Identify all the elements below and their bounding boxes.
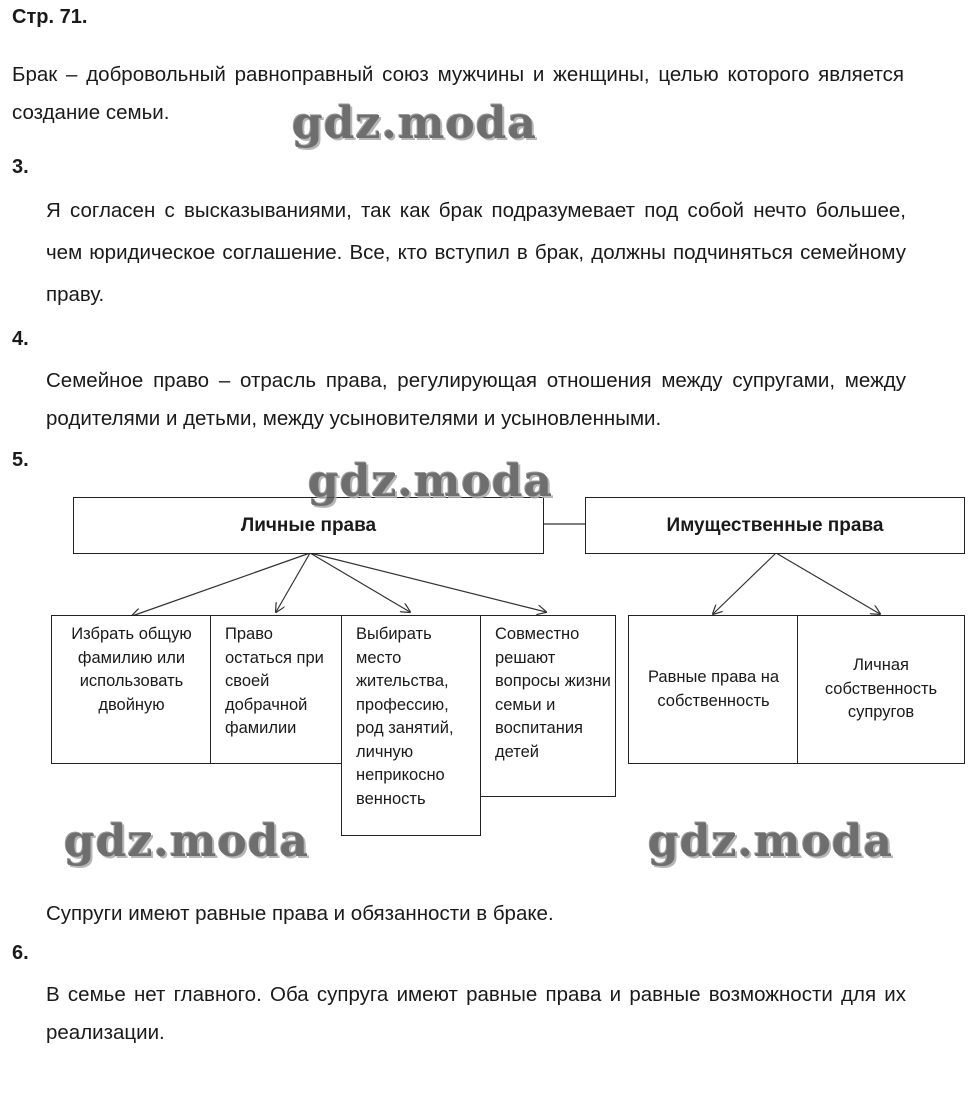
property-right-item-2: Личная собственность супругов [797, 615, 965, 764]
page-title: Стр. 71. [12, 6, 88, 28]
arrow-to-property-2 [776, 553, 880, 614]
property-rights-title: Имущественные права [666, 514, 884, 536]
question-6-number: 6. [12, 942, 29, 964]
property-right-item-1: Равные права на собственность [628, 615, 799, 764]
question-5-conclusion: Супруги имеют равные права и обязанности в браке. [46, 902, 554, 925]
personal-rights-title: Личные права [240, 514, 377, 536]
question-3-number: 3. [12, 156, 29, 178]
arrow-to-personal-1 [132, 553, 310, 616]
arrow-to-personal-2 [276, 553, 310, 612]
marriage-definition: Брак – добровольный равноправный союз мужчины и женщины, целью которого является создание семьи. [12, 63, 904, 124]
personal-right-item-4: Совместно решают вопросы жизни семьи и воспитания детей [480, 615, 616, 797]
arrow-to-property-1 [713, 553, 776, 614]
question-4-answer: Семейное право – отрасль права, регулирующая отношения между супругами, между родителями и детьми, между усыновителями и усыновленными. [46, 369, 906, 430]
watermark-logo: gdz.moda [292, 98, 538, 149]
personal-right-item-1: Избрать общую фамилию или использовать двойную [51, 615, 212, 764]
property-rights-header [585, 497, 965, 554]
watermark-logo: gdz.moda [648, 816, 894, 867]
personal-right-item-3: Выбирать место жительства, профессию, род занятий, личную неприкосно венность [341, 615, 481, 836]
question-4-number: 4. [12, 328, 29, 350]
question-3-answer: Я согласен с высказываниями, так как брак подразумевает под собой нечто большее, чем юридическое соглашение. Все, кто вступил в брак, должны подчиняться семейному праву. [46, 199, 906, 306]
watermark-logo: gdz.moda [308, 456, 554, 507]
arrow-to-personal-4 [310, 553, 546, 612]
watermark-logo: gdz.moda [64, 816, 310, 867]
personal-right-item-2: Право остаться при своей добрачной фамилии [210, 615, 342, 764]
question-6-answer: В семье нет главного. Оба супруга имеют равные права и равные возможности для их реализации. [46, 983, 906, 1044]
question-5-number: 5. [12, 449, 29, 471]
arrow-to-personal-3 [310, 553, 410, 612]
